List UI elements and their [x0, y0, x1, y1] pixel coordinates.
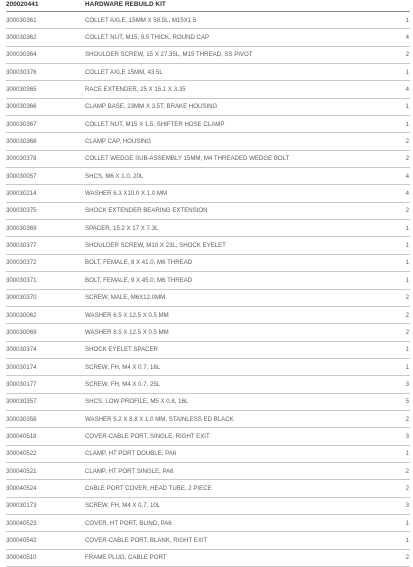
part-number-cell: 300030369 — [6, 224, 37, 232]
table-row — [6, 237, 410, 254]
quantity-cell: 2 — [405, 294, 409, 302]
description-cell: SHCS, M6 X 1.0, 20L — [85, 172, 144, 180]
description-cell: SPACER, 15.2 X 17 X 7.3L — [85, 224, 159, 232]
description-cell: COLLET AXLE 15MM, 43.5L — [85, 68, 163, 76]
part-number-cell: 300030173 — [6, 502, 37, 510]
table-row — [6, 12, 410, 29]
table-row — [6, 376, 410, 393]
quantity-cell: 1 — [405, 120, 409, 128]
table-row — [6, 394, 410, 411]
table-row — [6, 29, 410, 46]
description-cell: SCREW, FH, M4 X 0.7, 10L — [85, 502, 161, 510]
quantity-cell: 1 — [405, 224, 409, 232]
description-cell: CLAMP CAP, HOUSING — [85, 138, 152, 146]
quantity-cell: 4 — [405, 172, 409, 180]
part-number-cell: 300040518 — [6, 432, 37, 440]
table-row — [6, 220, 410, 237]
table-row — [6, 359, 410, 376]
kit-part-number: 200020441 — [6, 1, 39, 8]
part-number-cell: 300030362 — [6, 34, 37, 42]
description-cell: WASHER 5.2 X 8.8 X 1.0 MM, STAINLESS ED BLACK — [85, 415, 234, 423]
description-cell: SHCS, LOW PROFILE, M5 X 0.8, 16L — [85, 398, 189, 406]
description-cell: CLAMP, HT PORT DOUBLE, PA6 — [85, 450, 177, 458]
table-row — [6, 342, 410, 359]
description-cell: SCREW, FH, M4 X 0.7, 25L — [85, 380, 161, 388]
description-cell: SCREW, FH, M4 X 0.7, 16L — [85, 363, 161, 371]
quantity-cell: 4 — [405, 34, 409, 42]
table-row — [6, 307, 410, 324]
table-row — [6, 515, 410, 532]
part-number-cell: 300030062 — [6, 311, 37, 319]
description-cell: COVER-CABLE PORT, SINGLE, RIGHT EXIT — [85, 432, 210, 440]
description-cell: WASHER 6.5 X 12.5 X 0.5 MM — [85, 311, 169, 319]
part-number-cell: 300040510 — [6, 554, 37, 562]
table-row — [6, 480, 410, 497]
description-cell: COLLET NUT, M15, 9.5 THICK, ROUND CAP — [85, 34, 210, 42]
quantity-cell: 1 — [405, 450, 409, 458]
table-row — [6, 151, 410, 168]
part-number-cell: 300030376 — [6, 68, 37, 76]
part-number-cell: 300030174 — [6, 363, 37, 371]
part-number-cell: 300040523 — [6, 519, 37, 527]
quantity-cell: 1 — [405, 536, 409, 544]
description-cell: FRAME PLUG, CABLE PORT — [85, 554, 167, 562]
description-cell: COLLET WEDGE SUB-ASSEMBLY 15MM, M4 THREADED WEDGE BOLT — [85, 155, 290, 163]
description-cell: COVER, HT PORT, BLIND, PA6 — [85, 519, 172, 527]
part-number-cell: 300030357 — [6, 398, 37, 406]
table-row — [6, 203, 410, 220]
quantity-cell: 1 — [405, 276, 409, 284]
part-number-cell: 300030374 — [6, 346, 37, 354]
quantity-cell: 1 — [405, 519, 409, 527]
quantity-cell: 2 — [405, 554, 409, 562]
quantity-cell: 3 — [405, 380, 409, 388]
description-cell: SHOCK EXTENDER BEARING EXTENSION — [85, 207, 208, 215]
part-number-cell: 300030057 — [6, 172, 37, 180]
description-cell: RACE EXTENDER, 25 X 15.1 X 3.35 — [85, 86, 186, 94]
quantity-cell: 3 — [405, 432, 409, 440]
quantity-cell: 1 — [405, 242, 409, 250]
table-row — [6, 428, 410, 445]
parts-table — [6, 11, 410, 567]
description-cell: BOLT, FEMALE, 8 X 41.0, M6 THREAD — [85, 259, 193, 267]
quantity-cell: 1 — [405, 103, 409, 111]
table-row — [6, 550, 410, 567]
description-cell: CLAMP, HT PORT SINGLE, PA6 — [85, 467, 174, 475]
quantity-cell: 1 — [405, 16, 409, 24]
quantity-cell: 5 — [405, 398, 409, 406]
quantity-cell: 1 — [405, 259, 409, 267]
description-cell: SHOCK EYELET SPACER — [85, 346, 158, 354]
quantity-cell: 2 — [405, 207, 409, 215]
description-cell: BOLT, FEMALE, 9 X 45.0, M6 THREAD — [85, 276, 193, 284]
table-row — [6, 116, 410, 133]
description-cell: CLAMP BASE, 23MM X 3.5T, BRAKE HOUSING — [85, 103, 218, 111]
table-row — [6, 290, 410, 307]
part-number-cell: 300040524 — [6, 484, 37, 492]
description-cell: SHOULDER SCREW, 15 X 27.35L, M15 THREAD, SS PIVOT — [85, 51, 253, 59]
table-row — [6, 168, 410, 185]
part-number-cell: 300030361 — [6, 16, 37, 24]
part-number-cell: 300030368 — [6, 138, 37, 146]
description-cell: SCREW, MALE, M6X12.0MM — [85, 294, 166, 302]
table-row — [6, 446, 410, 463]
description-cell: COLLET AXLE, 15MM X 58.5L, M15X1.5 — [85, 16, 197, 24]
part-number-cell: 300030377 — [6, 242, 37, 250]
kit-title: HARDWARE REBUILD KIT — [85, 1, 166, 8]
part-number-cell: 300040521 — [6, 467, 37, 475]
table-row — [6, 463, 410, 480]
part-number-cell: 300040542 — [6, 536, 37, 544]
quantity-cell: 2 — [405, 311, 409, 319]
part-number-cell: 300030375 — [6, 207, 37, 215]
quantity-cell: 2 — [405, 51, 409, 59]
part-number-cell: 300030366 — [6, 103, 37, 111]
quantity-cell: 4 — [405, 190, 409, 198]
quantity-cell: 4 — [405, 86, 409, 94]
table-row — [6, 99, 410, 116]
table-row — [6, 324, 410, 341]
description-cell: COVER-CABLE PORT, BLANK, RIGHT EXIT — [85, 536, 208, 544]
part-number-cell: 300040522 — [6, 450, 37, 458]
part-number-cell: 300030365 — [6, 86, 37, 94]
table-row — [6, 532, 410, 549]
table-row — [6, 498, 410, 515]
part-number-cell: 300030370 — [6, 294, 37, 302]
table-row — [6, 133, 410, 150]
part-number-cell: 300030214 — [6, 190, 37, 198]
quantity-cell: 2 — [405, 328, 409, 336]
table-row — [6, 255, 410, 272]
quantity-cell: 2 — [405, 484, 409, 492]
part-number-cell: 300030367 — [6, 120, 37, 128]
quantity-cell: 2 — [405, 415, 409, 423]
description-cell: SHOULDER SCREW, M10 X 23L, SHOCK EYELET — [85, 242, 226, 250]
quantity-cell: 1 — [405, 363, 409, 371]
part-number-cell: 300030372 — [6, 259, 37, 267]
kit-header — [6, 0, 410, 11]
table-row — [6, 47, 410, 64]
quantity-cell: 3 — [405, 502, 409, 510]
quantity-cell: 2 — [405, 467, 409, 475]
description-cell: COLLET NUT, M15 X 1.5, SHIFTER HOSE CLAMP — [85, 120, 225, 128]
part-number-cell: 300030378 — [6, 155, 37, 163]
table-row — [6, 185, 410, 202]
table-row — [6, 81, 410, 98]
table-row — [6, 64, 410, 81]
description-cell: CABLE PORT COVER, HEAD TUBE, 2 PIECE — [85, 484, 212, 492]
part-number-cell: 300030177 — [6, 380, 37, 388]
table-row — [6, 272, 410, 289]
part-number-cell: 300030358 — [6, 415, 37, 423]
part-number-cell: 300030371 — [6, 276, 37, 284]
quantity-cell: 2 — [405, 155, 409, 163]
quantity-cell: 1 — [405, 346, 409, 354]
description-cell: WASHER 6.3 X10.0 X 1.0 MM — [85, 190, 168, 198]
part-number-cell: 300030069 — [6, 328, 37, 336]
quantity-cell: 2 — [405, 138, 409, 146]
table-row — [6, 411, 410, 428]
quantity-cell: 1 — [405, 68, 409, 76]
description-cell: WASHER 8.5 X 12.5 X 0.5 MM — [85, 328, 169, 336]
part-number-cell: 300030364 — [6, 51, 37, 59]
